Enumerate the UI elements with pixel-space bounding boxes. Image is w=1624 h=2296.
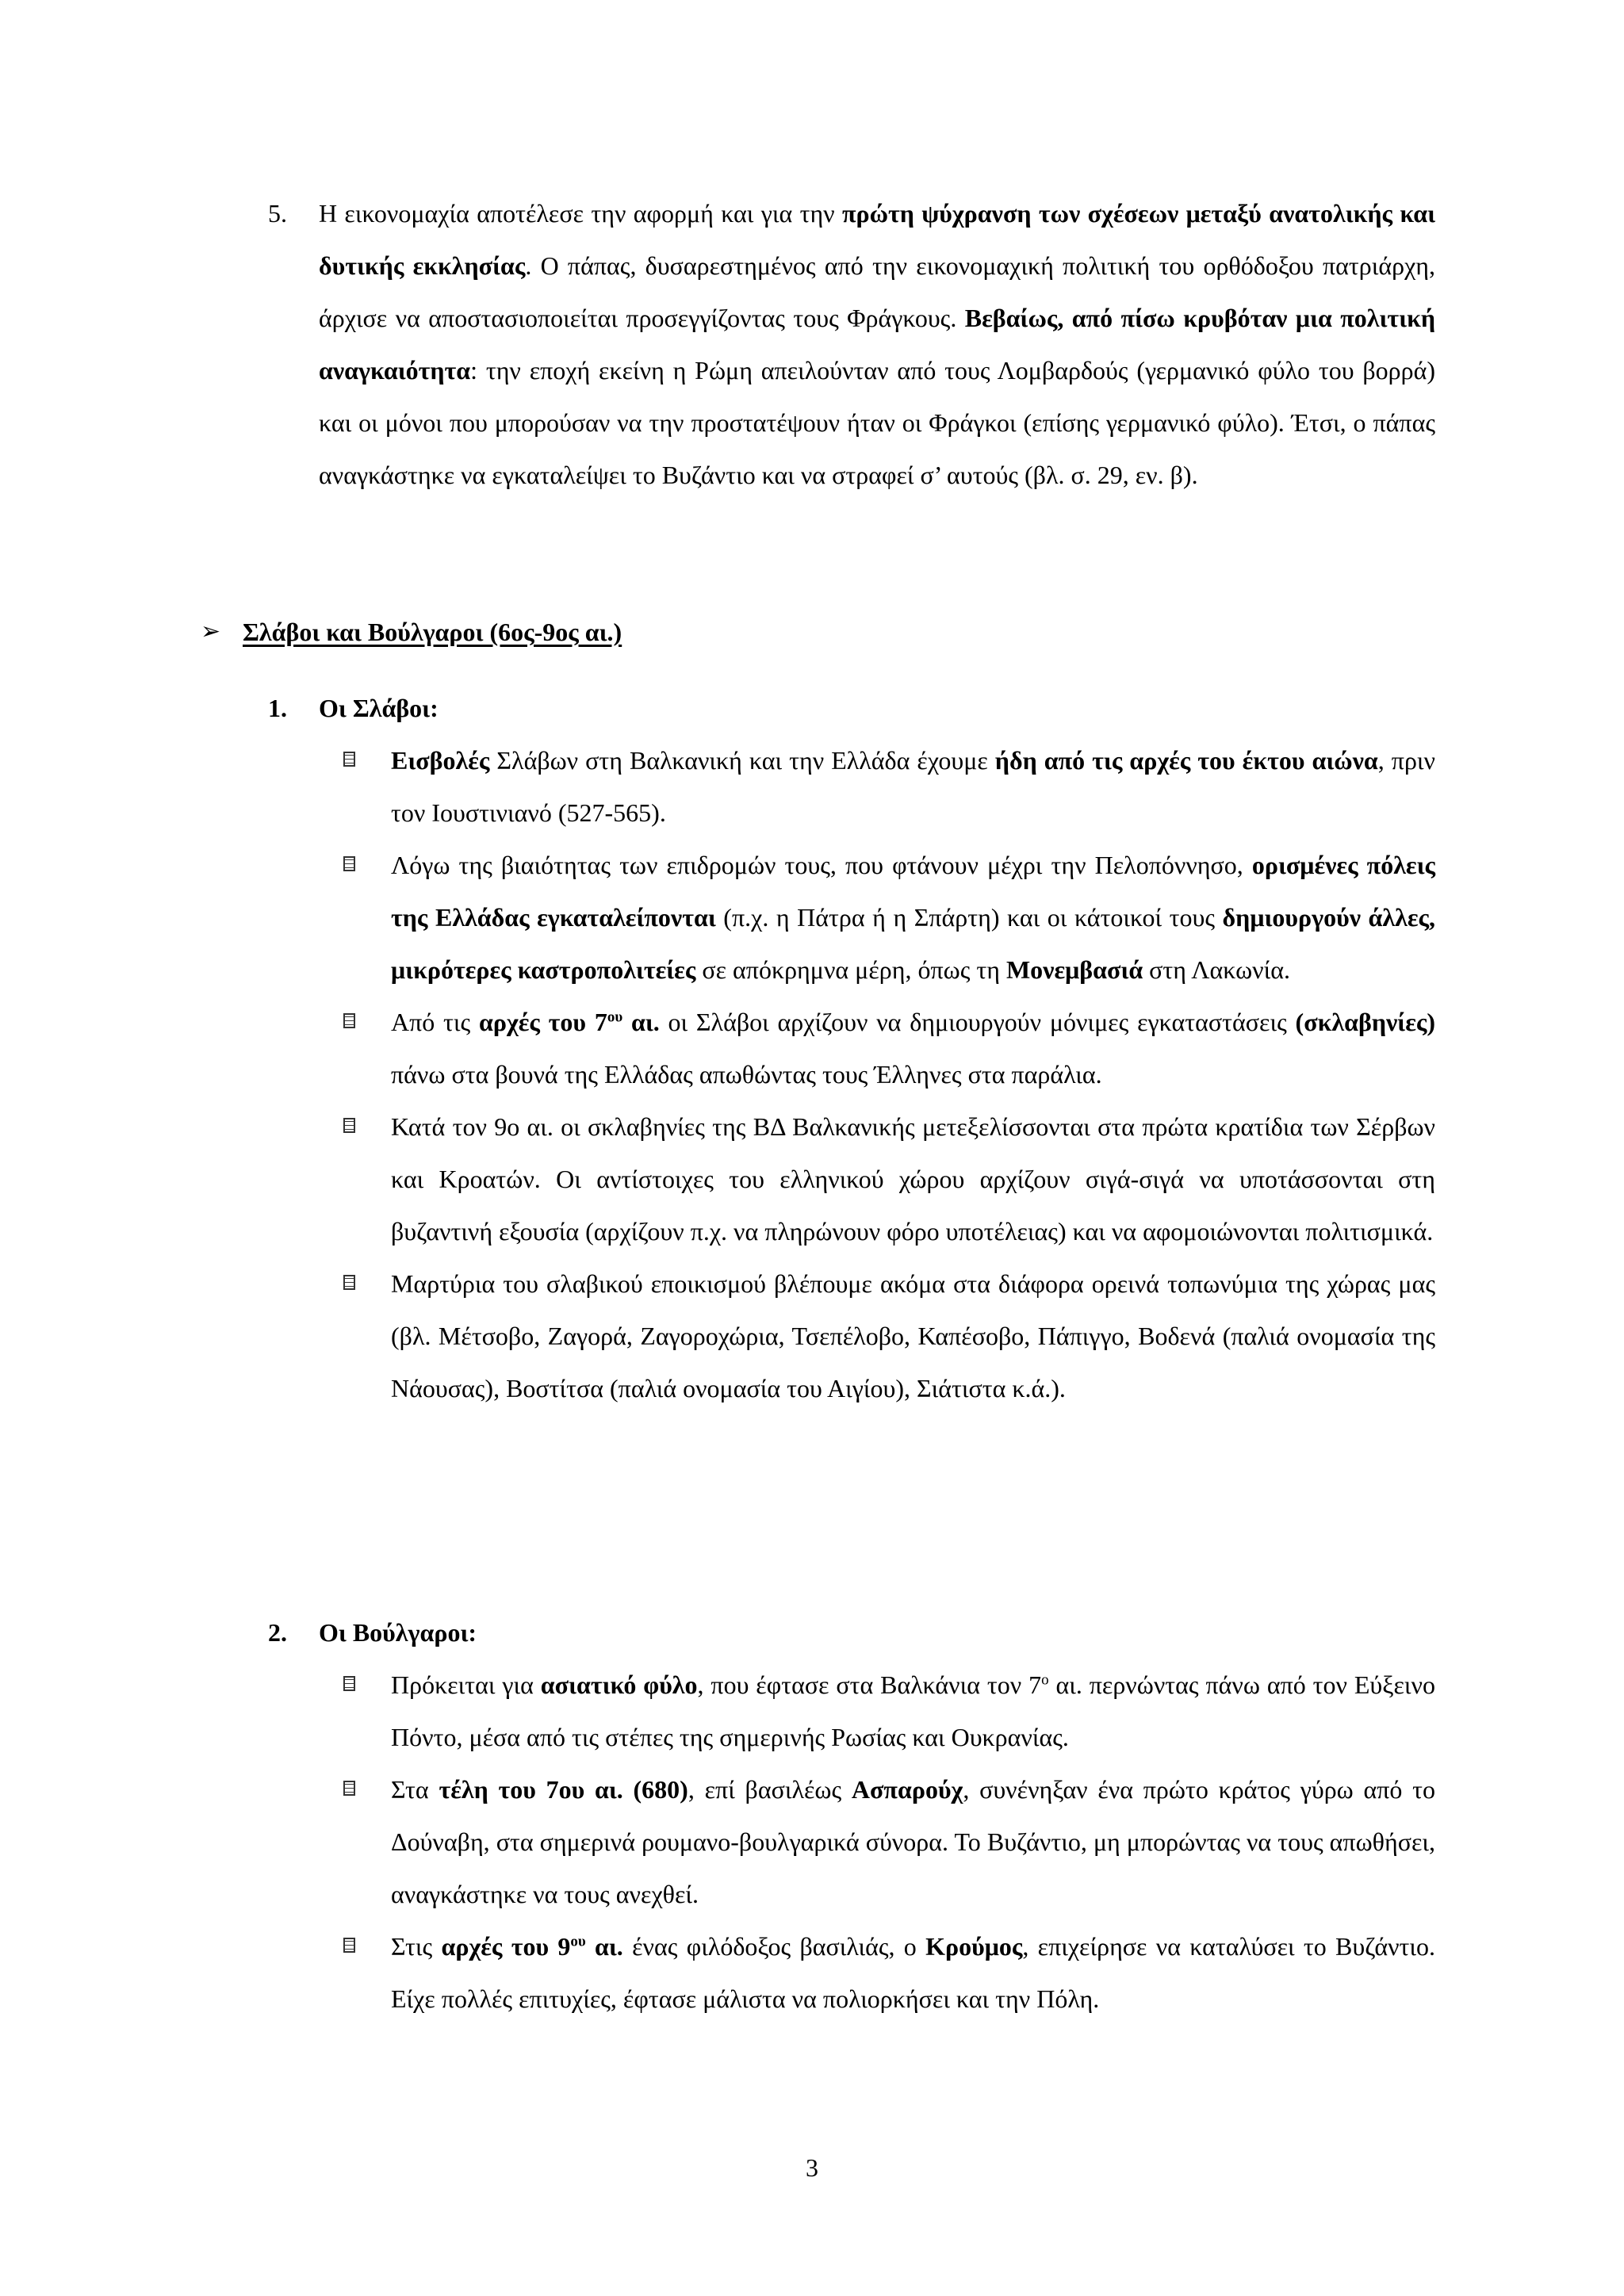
subheading-bulgars: 2. Οι Βούλγαροι: <box>268 1618 477 1647</box>
document-list-icon <box>343 1118 355 1133</box>
subheading-slavs: 1. Οι Σλάβοι: <box>268 694 439 722</box>
arrow-bullet-icon: ➢ <box>201 618 221 645</box>
page-number: 3 <box>806 2153 818 2182</box>
list-item: Μαρτύρια του σλαβικού εποικισμού βλέπουμε ακόμα στα διάφορα ορεινά τοπωνύμια της χώρας μας (βλ. Μέτσοβο, Ζαγορά, Ζαγοροχώρια, Τσεπέλοβο, Καπέσοβο, Πάπιγγο, Βοδενά (παλιά ονομασία της Νάουσας), Βοστίτσα (παλιά ονομασία του Αιγίου), Σιάτιστα κ.ά.). <box>340 1257 1435 1414</box>
item-number: 5. <box>268 199 287 228</box>
document-list-icon <box>343 1676 355 1691</box>
list-item: Στις αρχές του $9^{o\upsilon}$ αι. ένας φιλόδοξος βασιλιάς, ο Κρούμος, επιχείρησε να καταλύσει το Βυζάντιο. Είχε πολλές επιτυχίες, έφτασε μάλιστα να πολιορκήσει και την Πόλη. <box>340 1920 1435 2025</box>
list-item: Κατά τον 9ο αι. οι σκλαβηνίες της ΒΔ Βαλκανικής μετεξελίσσονται στα πρώτα κρατίδια των Σέρβων και Κροατών. Οι αντίστοιχες του ελληνικού χώρου αρχίζουν σιγά-σιγά να υποτάσσονται στη βυζαντινή εξουσία (αρχίζουν π.χ. να πληρώνουν φόρο υποτέλειας) και να αφομοιώνονται πολιτισμικά. <box>340 1100 1435 1257</box>
paragraph-text: Η εικονομαχία αποτέλεσε την αφορμή και για την πρώτη ψύχρανση των σχέσεων μεταξύ ανατολικής και δυτικής εκκλησίας. Ο πάπας, δυσαρεστημένος από την εικονομαχική πολιτική του ορθόδοξου πατριάρχη, άρχισε να αποστασιοποιείται προσεγγίζοντας τους Φράγκους. Βεβαίως, από πίσω κρυβόταν μια πολιτική αναγκαιότητα: την εποχή εκείνη η Ρώμη απειλούνταν από τους Λομβαρδούς (γερμανικό φύλο του βορρά) και οι μόνοι που μπορούσαν να την προστατέψουν ήταν οι Φράγκοι (επίσης γερμανικό φύλο). Έτσι, ο πάπας αναγκάστηκε να εγκαταλείψει το Βυζάντιο και να στραφεί σ’ αυτούς (βλ. σ. 29, εν. β). <box>319 199 1436 489</box>
document-list-icon <box>343 856 355 871</box>
list-item: Λόγω της βιαιότητας των επιδρομών τους, που φτάνουν μέχρι την Πελοπόννησο, ορισμένες πόλεις της Ελλάδας εγκαταλείπονται (π.χ. η Πάτρα ή η Σπάρτη) και οι κάτοικοί τους δημιουργούν άλλες, μικρότερες καστροπολιτείες σε απόκρημνα μέρη, όπως τη Μονεμβασιά στη Λακωνία. <box>340 839 1435 996</box>
list-item: Πρόκειται για ασιατικό φύλο, που έφτασε στα Βαλκάνια τον $7^o$ αι. περνώντας πάνω από τον Εύξεινο Πόντο, μέσα από τις στέπες της σημερινής Ρωσίας και Ουκρανίας. <box>340 1659 1435 1763</box>
document-list-icon <box>343 1013 355 1028</box>
bulgars-bullet-list <box>340 1659 1435 2025</box>
list-item: Από τις αρχές του $7^{o\upsilon}$ αι. οι Σλάβοι αρχίζουν να δημιουργούν μόνιμες εγκαταστάσεις (σκλαβηνίες) πάνω στα βουνά της Ελλάδας απωθώντας τους Έλληνες στα παράλια. <box>340 996 1435 1100</box>
document-list-icon <box>343 752 355 767</box>
slavs-bullet-list <box>340 734 1435 1414</box>
numbered-paragraph-5 <box>268 187 1435 501</box>
document-list-icon <box>343 1275 355 1290</box>
document-list-icon <box>343 1938 355 1953</box>
list-item: Εισβολές Σλάβων στη Βαλκανική και την Ελλάδα έχουμε ήδη από τις αρχές του έκτου αιώνα, πριν τον Ιουστινιανό (527-565). <box>340 734 1435 839</box>
document-list-icon <box>343 1781 355 1796</box>
section-title: Σλάβοι και Βούλγαροι (6ος-9ος αι.) <box>243 618 622 646</box>
list-item: Στα τέλη του 7ου αι. (680), επί βασιλέως Ασπαρούχ, συνένηξαν ένα πρώτο κράτος γύρω από το Δούναβη, στα σημερινά ρουμανο-βουλγαρικά σύνορα. Το Βυζάντιο, μη μπορώντας να τους απωθήσει, αναγκάστηκε να τους ανεχθεί. <box>340 1763 1435 1920</box>
section-heading <box>201 606 622 658</box>
